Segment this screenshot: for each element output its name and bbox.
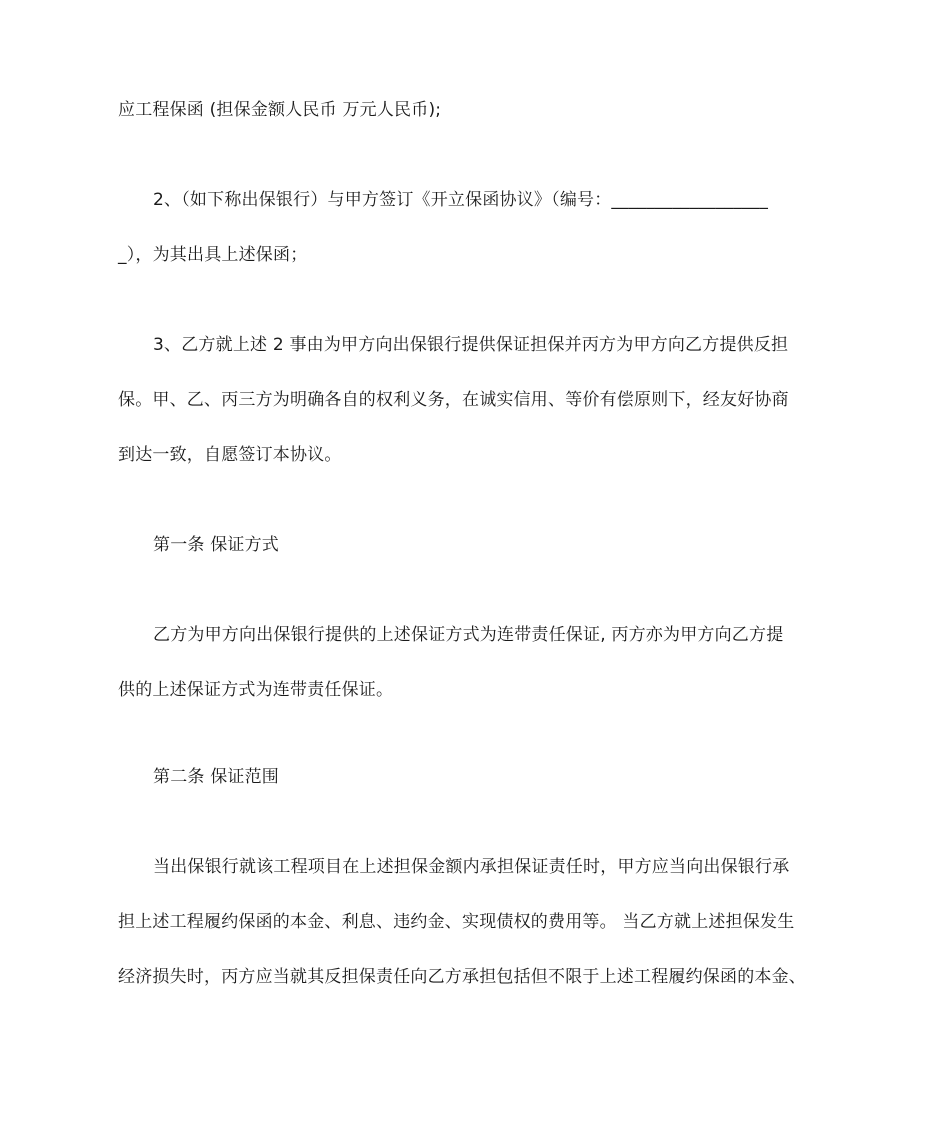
text-line-clause-3-cont-1: 保。甲、乙、丙三方为明确各自的权利义务，在诚实信用、等价有偿原则下，经友好协商	[118, 390, 789, 410]
text-line-article-2-body-cont-2: 经济损失时，丙方应当就其反担保责任向乙方承担包括但不限于上述工程履约保函的本金、	[118, 967, 806, 987]
article-2-heading: 第二条 保证范围	[153, 767, 280, 787]
text-line-article-1-body-cont: 供的上述保证方式为连带责任保证。	[118, 680, 394, 700]
text-line-clause-3-cont-2: 到达一致，自愿签订本协议。	[118, 445, 342, 465]
text-line-article-2-body-cont-1: 担上述工程履约保函的本金、利息、违约金、实现债权的费用等。 当乙方就上述担保发生	[118, 912, 795, 932]
text-line-guarantee-amount: 应工程保函 (担保金额人民币 万元人民币);	[118, 100, 442, 120]
text-line-clause-3: 3、乙方就上述 2 事由为甲方向出保银行提供保证担保并丙方为甲方向乙方提供反担	[153, 335, 789, 355]
text-line-article-2-body: 当出保银行就该工程项目在上述担保金额内承担保证责任时，甲方应当向出保银行承	[153, 857, 790, 877]
text-line-clause-2: 2、（如下称出保银行）与甲方签订《开立保函协议》（编号：__________________	[153, 190, 769, 210]
text-line-clause-2-cont: _），为其出具上述保函；	[118, 245, 308, 265]
article-1-heading: 第一条 保证方式	[153, 535, 280, 555]
text-line-article-1-body: 乙方为甲方向出保银行提供的上述保证方式为连带责任保证, 丙方亦为甲方向乙方提	[153, 625, 784, 645]
